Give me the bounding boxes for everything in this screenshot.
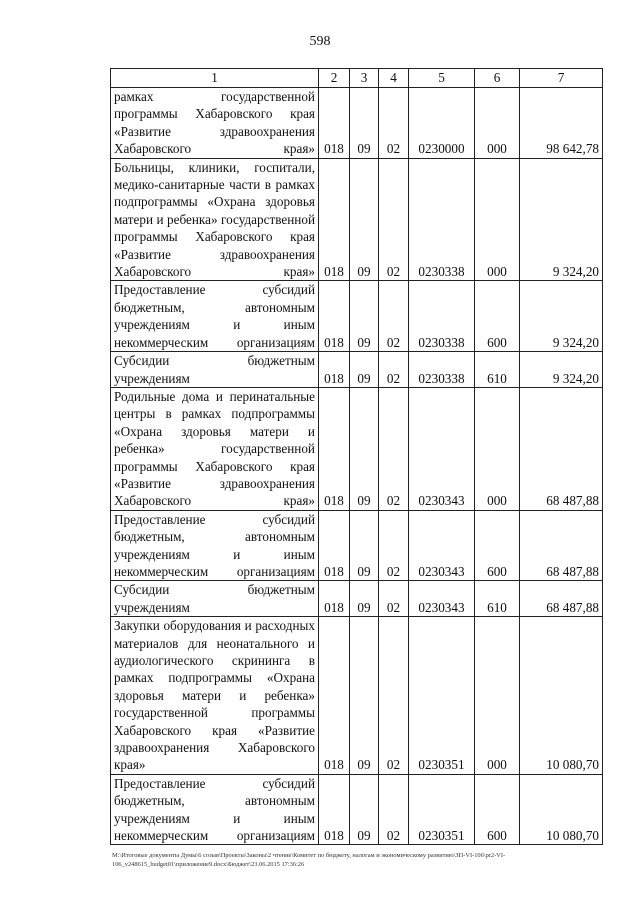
column-header: 1 bbox=[111, 69, 319, 88]
table-row bbox=[111, 158, 603, 281]
table-row bbox=[111, 617, 603, 775]
subsection-code: 02 bbox=[379, 281, 409, 352]
section-code: 09 bbox=[350, 581, 379, 617]
ministry-code: 018 bbox=[319, 158, 350, 281]
subsection-code: 02 bbox=[379, 617, 409, 775]
subsection-code: 02 bbox=[379, 158, 409, 281]
amount: 9 324,20 bbox=[520, 352, 603, 388]
budget-table bbox=[110, 68, 603, 845]
expense-type-code: 600 bbox=[475, 281, 520, 352]
target-article-code: 0230000 bbox=[409, 88, 475, 159]
subsection-code: 02 bbox=[379, 510, 409, 581]
amount: 10 080,70 bbox=[520, 617, 603, 775]
amount: 68 487,88 bbox=[520, 510, 603, 581]
table-row bbox=[111, 387, 603, 510]
subsection-code: 02 bbox=[379, 352, 409, 388]
target-article-code: 0230343 bbox=[409, 581, 475, 617]
amount: 68 487,88 bbox=[520, 387, 603, 510]
column-header: 2 bbox=[319, 69, 350, 88]
amount: 98 642,78 bbox=[520, 88, 603, 159]
expense-type-code: 610 bbox=[475, 581, 520, 617]
target-article-code: 0230338 bbox=[409, 158, 475, 281]
row-description: Предоставление субсидий бюджетным, автономным учреждениям и иным некоммерческим организациям bbox=[111, 774, 319, 845]
expense-type-code: 000 bbox=[475, 387, 520, 510]
subsection-code: 02 bbox=[379, 387, 409, 510]
page-number: 598 bbox=[309, 34, 331, 49]
ministry-code: 018 bbox=[319, 352, 350, 388]
section-code: 09 bbox=[350, 617, 379, 775]
expense-type-code: 610 bbox=[475, 352, 520, 388]
subsection-code: 02 bbox=[379, 774, 409, 845]
ministry-code: 018 bbox=[319, 281, 350, 352]
ministry-code: 018 bbox=[319, 581, 350, 617]
target-article-code: 0230338 bbox=[409, 281, 475, 352]
subsection-code: 02 bbox=[379, 581, 409, 617]
ministry-code: 018 bbox=[319, 774, 350, 845]
amount: 9 324,20 bbox=[520, 281, 603, 352]
column-header: 3 bbox=[350, 69, 379, 88]
row-description: Закупки оборудования и расходных материалов для неонатального и аудиологического скрининга в рамках подпрограммы «Охрана здоровья матери и ребенка» государственной программы Хабаровского края «Развитие здравоохранения Хабаровского края» bbox=[111, 617, 319, 775]
amount: 9 324,20 bbox=[520, 158, 603, 281]
section-code: 09 bbox=[350, 774, 379, 845]
table-row bbox=[111, 774, 603, 845]
table-row bbox=[111, 510, 603, 581]
table-row bbox=[111, 281, 603, 352]
target-article-code: 0230343 bbox=[409, 510, 475, 581]
expense-type-code: 000 bbox=[475, 617, 520, 775]
document-path-footer: М:\Итоговые документы Думы\6 созыв\Проекты\Законы\2 чтение\Комитет по бюджету, налогам и экономическому развитию\ЗП-VI-106\pr2-VI-106_v248615_budget01\приложение9.docx\Бюджет\23.06.2015 17:36:26 bbox=[112, 852, 506, 868]
ministry-code: 018 bbox=[319, 510, 350, 581]
table-header-row bbox=[111, 69, 603, 88]
amount: 10 080,70 bbox=[520, 774, 603, 845]
row-description: Больницы, клиники, госпитали, медико-санитарные части в рамках подпрограммы «Охрана здоровья матери и ребенка» государственной программы Хабаровского края «Развитие здравоохранения Хабаровского края» bbox=[111, 158, 319, 281]
expense-type-code: 000 bbox=[475, 88, 520, 159]
table-row bbox=[111, 352, 603, 388]
subsection-code: 02 bbox=[379, 88, 409, 159]
row-description: Субсидии бюджетным учреждениям bbox=[111, 352, 319, 388]
expense-type-code: 600 bbox=[475, 510, 520, 581]
expense-type-code: 000 bbox=[475, 158, 520, 281]
column-header: 4 bbox=[379, 69, 409, 88]
target-article-code: 0230351 bbox=[409, 617, 475, 775]
section-code: 09 bbox=[350, 158, 379, 281]
ministry-code: 018 bbox=[319, 88, 350, 159]
table-row bbox=[111, 88, 603, 159]
section-code: 09 bbox=[350, 281, 379, 352]
row-description: Предоставление субсидий бюджетным, автономным учреждениям и иным некоммерческим организациям bbox=[111, 281, 319, 352]
amount: 68 487,88 bbox=[520, 581, 603, 617]
column-header: 5 bbox=[409, 69, 475, 88]
section-code: 09 bbox=[350, 352, 379, 388]
row-description: рамках государственной программы Хабаровского края «Развитие здравоохранения Хабаровского края» bbox=[111, 88, 319, 159]
section-code: 09 bbox=[350, 88, 379, 159]
row-description: Родильные дома и перинатальные центры в рамках подпрограммы «Охрана здоровья матери и ребенка» государственной программы Хабаровского края «Развитие здравоохранения Хабаровского края» bbox=[111, 387, 319, 510]
ministry-code: 018 bbox=[319, 387, 350, 510]
ministry-code: 018 bbox=[319, 617, 350, 775]
target-article-code: 0230338 bbox=[409, 352, 475, 388]
table-row bbox=[111, 581, 603, 617]
row-description: Субсидии бюджетным учреждениям bbox=[111, 581, 319, 617]
row-description: Предоставление субсидий бюджетным, автономным учреждениям и иным некоммерческим организациям bbox=[111, 510, 319, 581]
column-header: 7 bbox=[520, 69, 603, 88]
expense-type-code: 600 bbox=[475, 774, 520, 845]
target-article-code: 0230351 bbox=[409, 774, 475, 845]
column-header: 6 bbox=[475, 69, 520, 88]
section-code: 09 bbox=[350, 387, 379, 510]
target-article-code: 0230343 bbox=[409, 387, 475, 510]
section-code: 09 bbox=[350, 510, 379, 581]
